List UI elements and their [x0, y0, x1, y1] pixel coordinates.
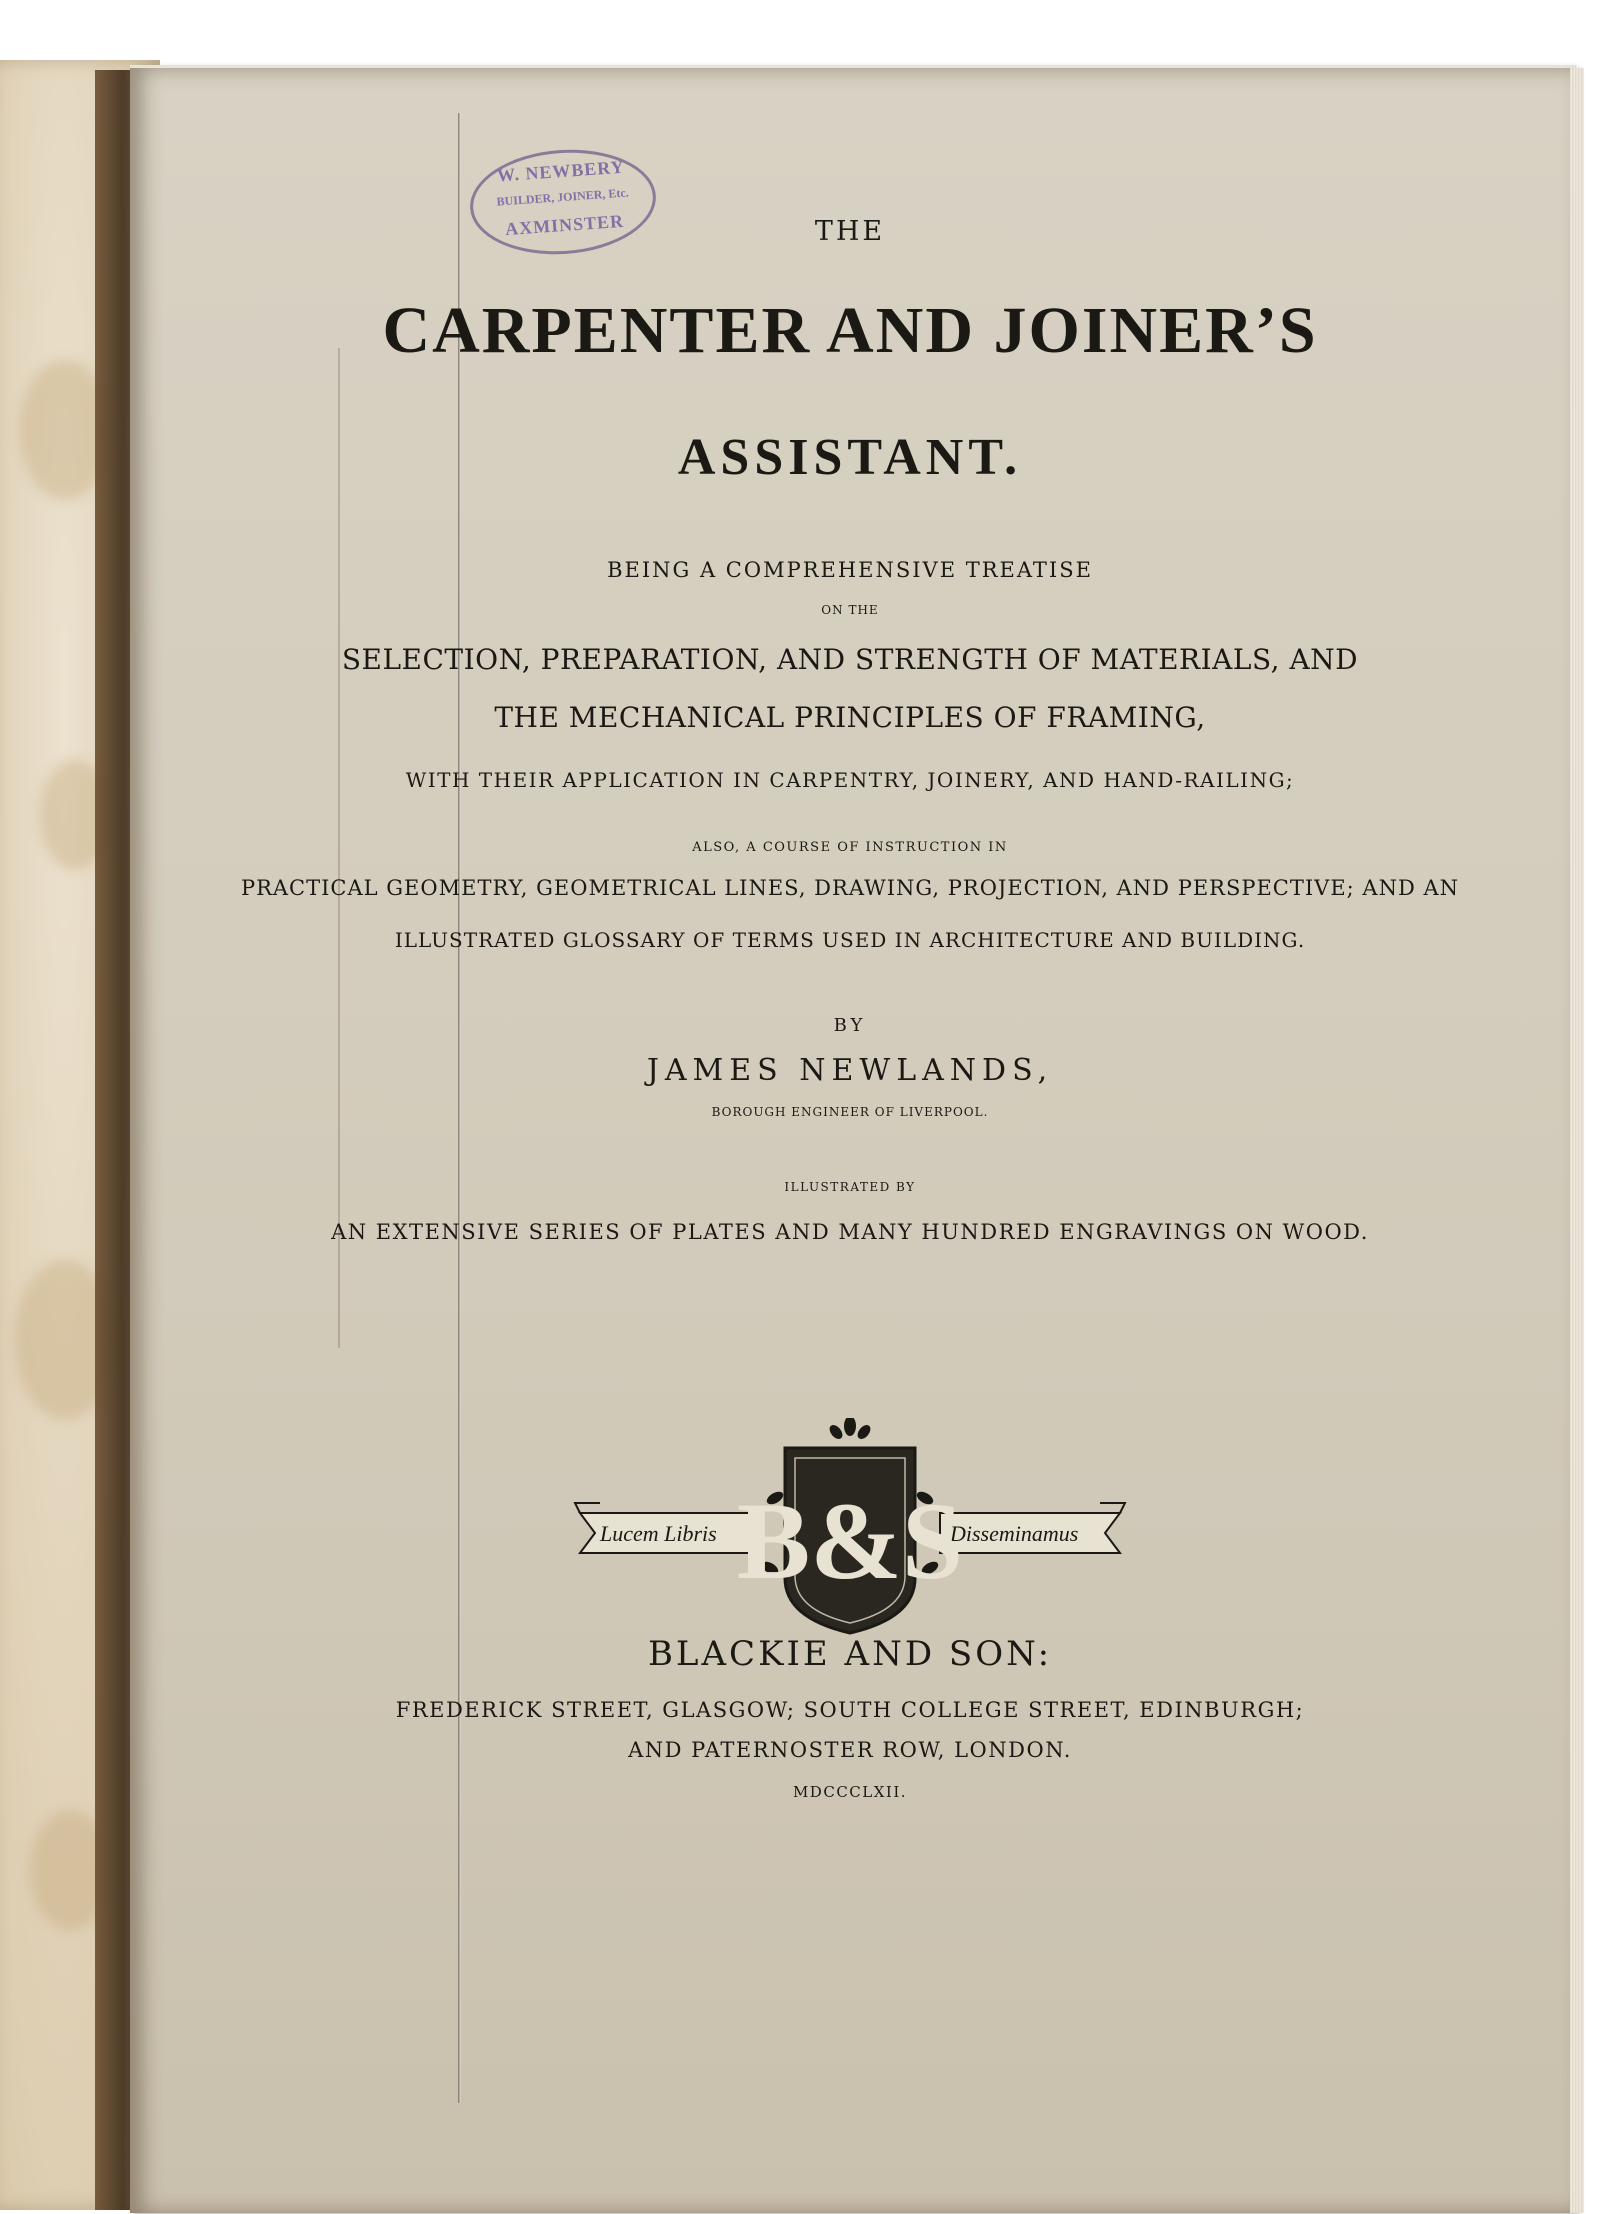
illustrated-by: ILLUSTRATED BY: [784, 1180, 916, 1194]
monogram-shield: [737, 1448, 963, 1633]
right-banner: [940, 1503, 1125, 1553]
subtitle-intro: BEING A COMPREHENSIVE TREATISE: [607, 558, 1093, 582]
subtitle-line3: WITH THEIR APPLICATION IN CARPENTRY, JOINERY, AND HAND-RAILING;: [405, 768, 1295, 792]
illustration-description: AN EXTENSIVE SERIES OF PLATES AND MANY HUNDRED ENGRAVINGS ON WOOD.: [331, 1220, 1369, 1244]
publisher-address-line2: AND PATERNOSTER ROW, LONDON.: [628, 1738, 1072, 1762]
left-banner-text: Lucem Libris: [600, 1521, 717, 1546]
stamp-town: AXMINSTER: [504, 210, 625, 240]
page-edges: [1570, 68, 1584, 2213]
title-page: [130, 65, 1576, 2213]
subtitle-line4: PRACTICAL GEOMETRY, GEOMETRICAL LINES, DRAWING, PROJECTION, AND PERSPECTIVE; AND AN: [240, 876, 1460, 900]
author-title: BOROUGH ENGINEER OF LIVERPOOL.: [711, 1105, 989, 1119]
subtitle-line1: SELECTION, PREPARATION, AND STRENGTH OF MATERIALS, AND: [341, 643, 1359, 676]
subtitle-on-the: ON THE: [821, 603, 879, 617]
left-banner: [575, 1503, 760, 1553]
monogram: B&S: [736, 1480, 964, 1602]
book-title-line2: ASSISTANT.: [677, 429, 1023, 486]
publisher-emblem-graphic: [570, 1418, 1130, 1638]
right-banner-text: Disseminamus: [950, 1521, 1079, 1546]
publication-year: MDCCCLXII.: [792, 1783, 908, 1801]
publisher-emblem: [570, 1418, 1130, 1638]
stamp-trade: BUILDER, JOINER, Etc.: [496, 185, 630, 209]
title-article: THE: [814, 216, 886, 247]
book-title: CARPENTER AND JOINER’S: [382, 294, 1318, 367]
subtitle-line5: ILLUSTRATED GLOSSARY OF TERMS USED IN ARCHITECTURE AND BUILDING.: [394, 928, 1306, 952]
publisher-address-line1: FREDERICK STREET, GLASGOW; SOUTH COLLEGE STREET, EDINBURGH;: [395, 1698, 1305, 1722]
by-line: BY: [833, 1015, 867, 1036]
publisher-name: BLACKIE AND SON:: [647, 1634, 1053, 1674]
subtitle-also: ALSO, A COURSE OF INSTRUCTION IN: [692, 840, 1008, 855]
author-name: JAMES NEWLANDS,: [646, 1053, 1054, 1088]
stamp-name: W. NEWBERY: [496, 156, 626, 186]
subtitle-line2: THE MECHANICAL PRINCIPLES OF FRAMING,: [494, 701, 1206, 734]
